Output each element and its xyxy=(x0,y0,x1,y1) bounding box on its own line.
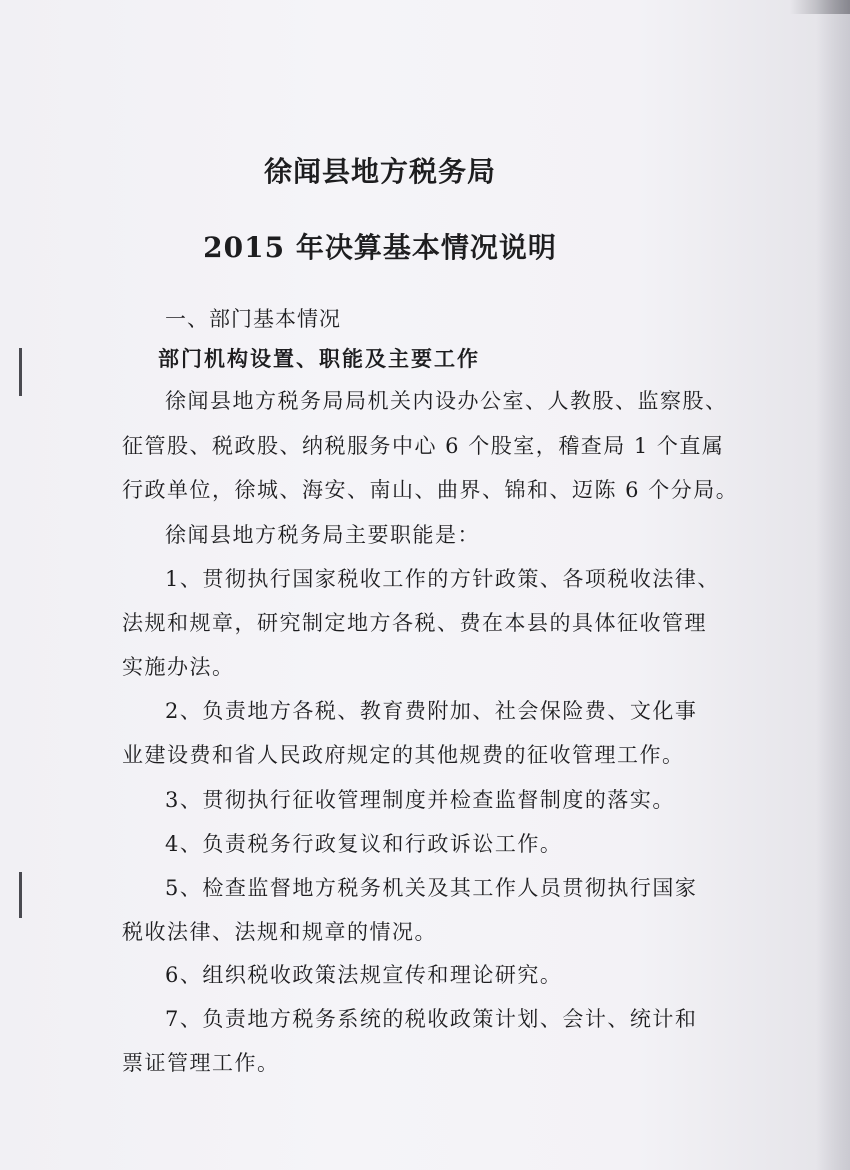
scan-corner-shadow xyxy=(790,0,850,14)
paragraph-line: 业建设费和省人民政府规定的其他规费的征收管理工作。 xyxy=(122,743,685,767)
margin-binding-mark xyxy=(19,348,22,396)
paragraph-line: 行政单位，徐城、海安、南山、曲界、锦和、迈陈 6 个分局。 xyxy=(122,478,739,502)
page-edge-shadow xyxy=(816,0,850,1170)
paragraph-line: 2、负责地方各税、教育费附加、社会保险费、文化事 xyxy=(165,699,698,723)
paragraph-line: 徐闻县地方税务局局机关内设办公室、人教股、监察股、 xyxy=(165,389,728,413)
paragraph-line: 征管股、税政股、纳税服务中心 6 个股室，稽查局 1 个直属 xyxy=(122,434,725,458)
paragraph-line: 票证管理工作。 xyxy=(122,1051,280,1075)
paragraph-line: 徐闻县地方税务局主要职能是： xyxy=(165,523,480,547)
paragraph-line: 实施办法。 xyxy=(122,655,235,679)
paragraph-line: 法规和规章，研究制定地方各税、费在本县的具体征收管理 xyxy=(122,611,707,635)
document-title: 徐闻县地方税务局 xyxy=(263,155,496,188)
paragraph-line: 7、负责地方税务系统的税收政策计划、会计、统计和 xyxy=(165,1007,698,1031)
paragraph-line: 4、负责税务行政复议和行政诉讼工作。 xyxy=(165,832,563,856)
paragraph-line: 3、贯彻执行征收管理制度并检查监督制度的落实。 xyxy=(165,788,675,812)
paragraph-line: 5、检查监督地方税务机关及其工作人员贯彻执行国家 xyxy=(165,876,698,900)
subsection-heading: 部门机构设置、职能及主要工作 xyxy=(158,346,480,371)
paragraph-line: 税收法律、法规和规章的情况。 xyxy=(122,920,437,944)
paragraph-line: 1、贯彻执行国家税收工作的方针政策、各项税收法律、 xyxy=(165,567,720,591)
paragraph-line: 6、组织税收政策法规宣传和理论研究。 xyxy=(165,963,563,987)
section-heading: 一、部门基本情况 xyxy=(165,307,341,331)
document-subtitle: 2015 年决算基本情况说明 xyxy=(203,231,557,264)
margin-binding-mark xyxy=(19,872,22,918)
